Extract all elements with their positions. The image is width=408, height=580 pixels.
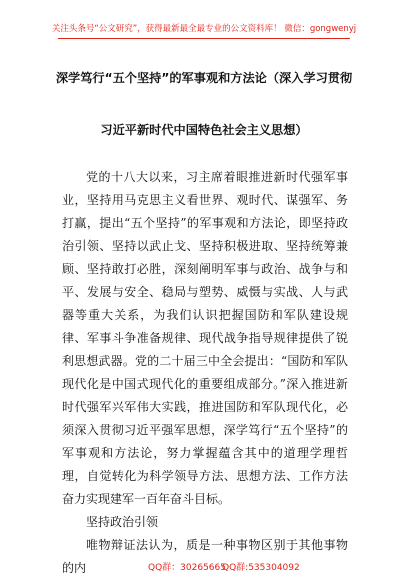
document-title-line-2: 习近平新时代中国特色社会主义思想） <box>100 123 308 137</box>
section-heading: 坚持政治引领 <box>86 515 159 529</box>
body-paragraph-intro: 党的十八大以来，习主席着眼推进新时代强军事业，坚持用马克思主义看世界、观时代、谋强军、务打赢，提出“五个坚持”的军事观和方法论，即坚持政治引领、坚持以武止戈、坚持积极进取、坚持统筹兼顾、坚持敢打必胜，深刻阐明军事与政治、战争与和平、发展与安全、稳局与塑势、威慑与实战、人与武器等重大关系，为我们认识把握国防和军队建设规律、军事斗争准备规律、现代战争指导规律提供了锐利思想武器。党的二十届三中全会提出：“国防和军队现代化是中国式现代化的重要组成部分。”深入推进新时代强军兴军伟大实践，推进国防和军队现代化，必须深入贯彻习近平强军思想，深学笃行“五个坚持”的军事观和方法论，努力掌握蕴含其中的道理学理哲理，自觉转化为科学领导方法、思想方法、工作方法奋力实现建军一百年奋斗目标。 <box>62 170 348 506</box>
header-notice: 关注头条号“公文研究”，获得最新最全最专业的公文资料库！ 微信：gongwenyj <box>51 24 357 34</box>
body-paragraph: 唯物辩证法认为，质是一种事物区别于其他事物的内 <box>62 538 348 575</box>
document-body <box>62 166 348 580</box>
footer-qq-group-1: QQ群：30265665 <box>148 563 226 573</box>
footer <box>0 560 408 574</box>
header-divider <box>58 38 350 39</box>
document-title-line-1: 深学笃行“五个坚持”的军事观和方法论（深入学习贯彻 <box>55 71 353 85</box>
footer-qq-group-2: QQ群:535304092 <box>222 563 300 573</box>
